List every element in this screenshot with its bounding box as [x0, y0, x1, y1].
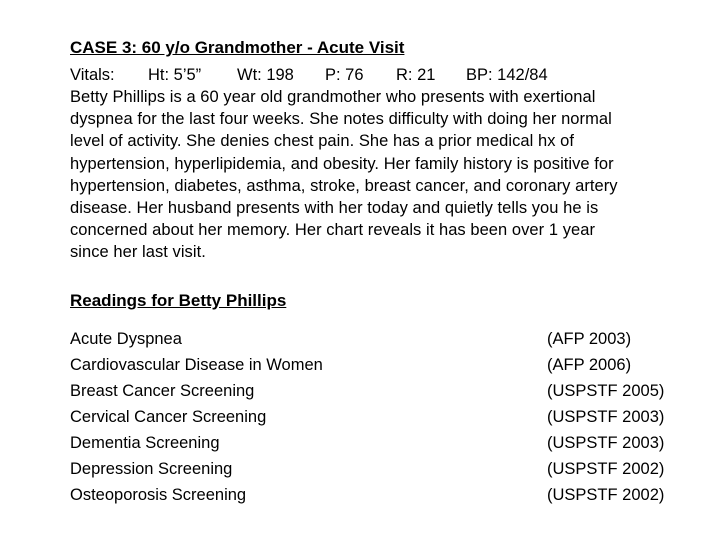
- reading-item: [70, 326, 690, 352]
- case-title: CASE 3: 60 y/o Grandmother - Acute Visit: [70, 38, 405, 57]
- readings-list: [70, 326, 690, 508]
- vital-weight: Wt: 198: [237, 66, 294, 84]
- reading-topic: Cardiovascular Disease in Women: [70, 355, 323, 374]
- vital-pulse: P: 76: [325, 66, 364, 84]
- readings-title: Readings for Betty Phillips: [70, 290, 287, 310]
- reading-topic: Acute Dyspnea: [70, 329, 182, 348]
- narrative-line: hypertension, diabetes, asthma, stroke, breast cancer, and coronary artery: [70, 176, 618, 195]
- reading-source: (USPSTF 2003): [547, 433, 665, 452]
- vital-blood-pressure: BP: 142/84: [466, 66, 548, 84]
- reading-source: (USPSTF 2002): [547, 459, 665, 478]
- reading-item: [70, 352, 690, 378]
- narrative-line: Betty Phillips is a 60 year old grandmother who presents with exertional: [70, 88, 596, 106]
- reading-item: [70, 456, 690, 482]
- reading-item: [70, 482, 690, 508]
- reading-source: (AFP 2003): [547, 329, 632, 348]
- narrative-line: since her last visit.: [70, 243, 206, 262]
- reading-item: [70, 378, 690, 404]
- narrative-line: concerned about her memory. Her chart reveals it has been over 1 year: [70, 221, 595, 240]
- vitals-label: Vitals:: [70, 66, 115, 84]
- reading-item: [70, 404, 690, 430]
- reading-topic: Breast Cancer Screening: [70, 381, 255, 400]
- reading-source: (USPSTF 2002): [547, 485, 665, 504]
- reading-item: [70, 430, 690, 456]
- reading-topic: Dementia Screening: [70, 433, 220, 452]
- narrative-line: disease. Her husband presents with her today and quietly tells you he is: [70, 199, 599, 218]
- reading-topic: Depression Screening: [70, 459, 233, 478]
- reading-source: (USPSTF 2003): [547, 407, 665, 426]
- vital-height: Ht: 5’5”: [148, 66, 202, 84]
- narrative-line: hypertension, hyperlipidemia, and obesity. Her family history is positive for: [70, 154, 614, 173]
- case-narrative: [70, 86, 660, 264]
- reading-source: (USPSTF 2005): [547, 381, 665, 400]
- slide: [70, 38, 690, 508]
- reading-topic: Cervical Cancer Screening: [70, 407, 267, 426]
- vital-respiration: R: 21: [396, 66, 436, 84]
- reading-source: (AFP 2006): [547, 355, 632, 374]
- reading-topic: Osteoporosis Screening: [70, 485, 247, 504]
- vitals-row: [70, 64, 690, 86]
- narrative-line: dyspnea for the last four weeks. She notes difficulty with doing her normal: [70, 110, 612, 129]
- narrative-line: level of activity. She denies chest pain. She has a prior medical hx of: [70, 132, 575, 151]
